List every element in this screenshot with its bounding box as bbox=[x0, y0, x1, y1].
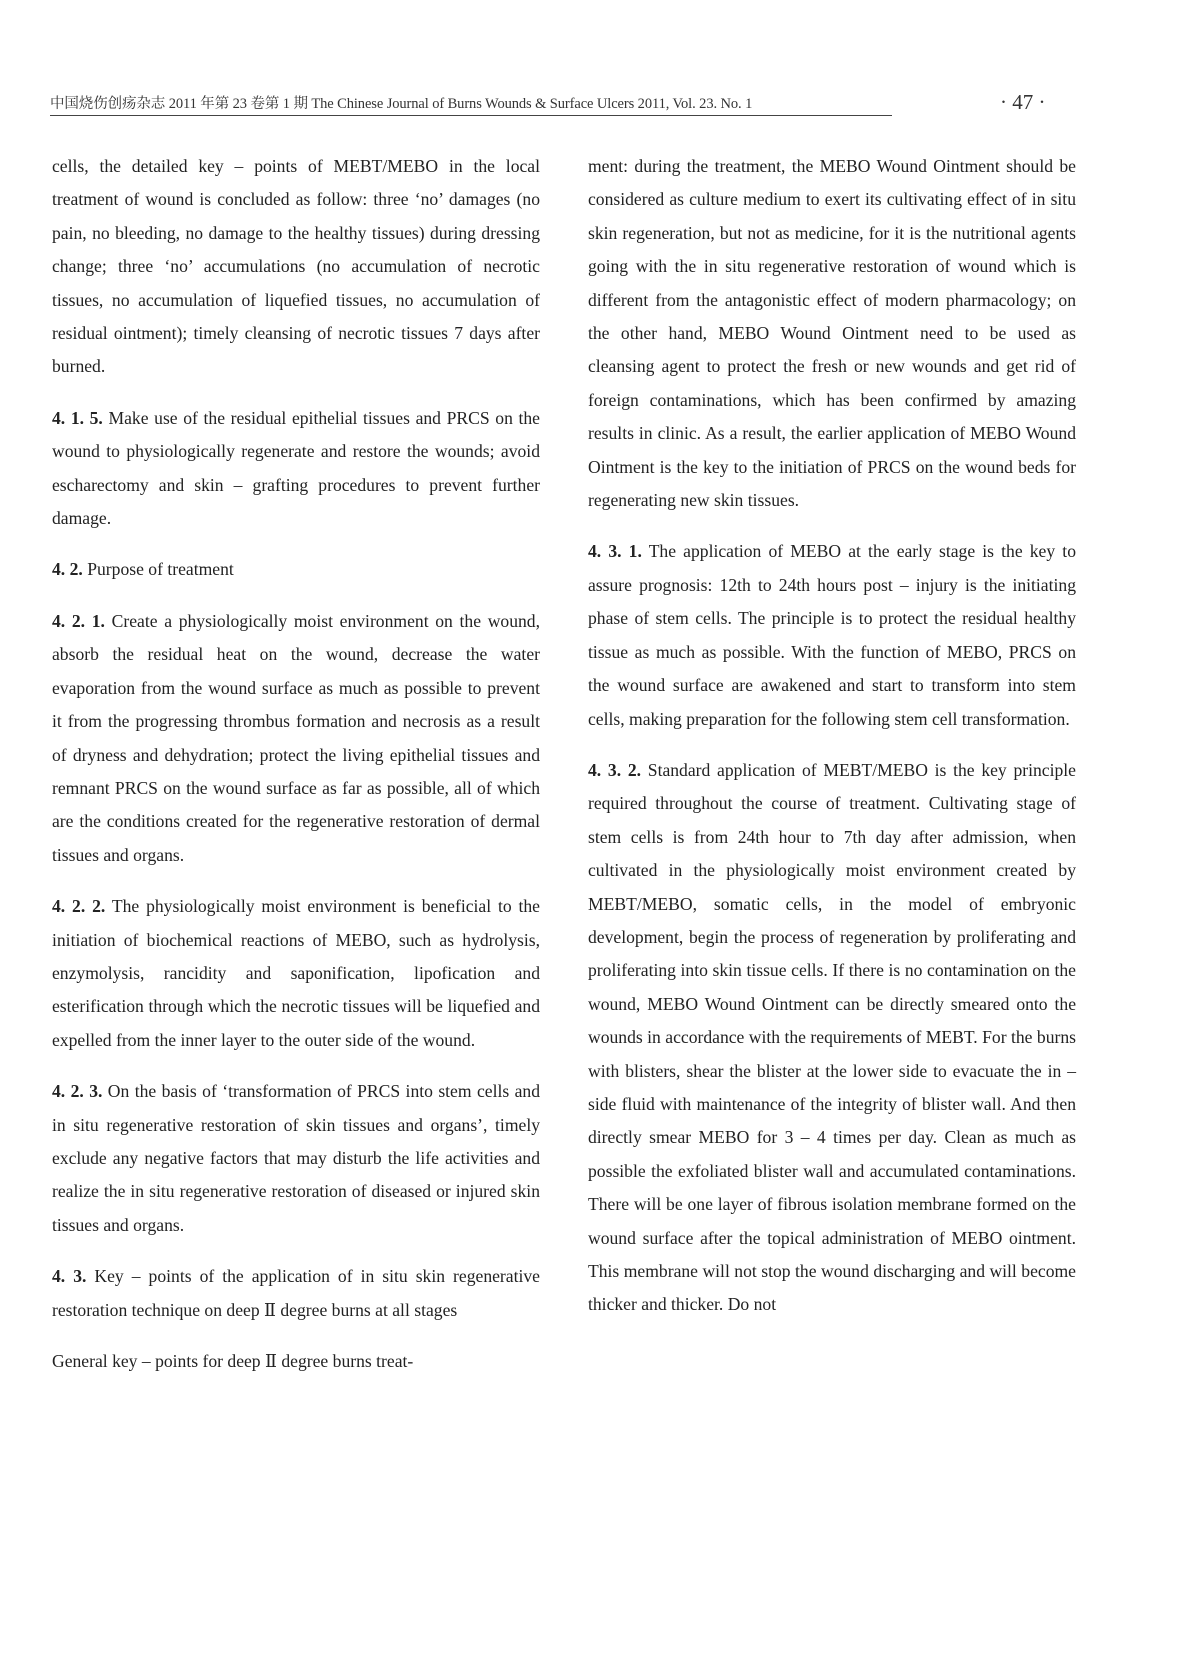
section-number: 4. 1. 5. bbox=[52, 407, 103, 428]
paragraph-text: The physiologically moist environment is beneficial to the initiation of biochemical reactions of MEBO, such as hydrolysis, enzymolysis, rancidity and saponification, lipofication and esterification through which the necrotic tissues will be liquefied and expelled from the inner layer to the outer side of the wound. bbox=[52, 896, 540, 1050]
section-number: 4. 2. bbox=[52, 559, 83, 580]
section-heading: Key – points of the application of in situ skin regenerative restoration technique on deep Ⅱ degree burns at all stages bbox=[52, 1266, 540, 1320]
section-number: 4. 3. bbox=[52, 1266, 87, 1287]
paragraph bbox=[52, 1075, 540, 1242]
section-number: 4. 2. 2. bbox=[52, 896, 106, 917]
paragraph bbox=[52, 605, 540, 872]
paragraph bbox=[52, 1345, 540, 1378]
running-header: 中国烧伤创疡杂志 2011 年第 23 卷第 1 期 The Chinese Journal of Burns Wounds & Surface Ulcers 2011, Vol. 23. No. 1 bbox=[50, 92, 892, 116]
paragraph-text: Make use of the residual epithelial tissues and PRCS on the wound to physiologically regenerate and restore the wounds; avoid escharectomy and skin – grafting procedures to prevent further damage. bbox=[52, 407, 540, 529]
section-heading: Purpose of treatment bbox=[87, 559, 234, 580]
paragraph bbox=[588, 754, 1076, 1322]
section-number: 4. 3. 2. bbox=[588, 759, 642, 780]
paragraph-text: cells, the detailed key – points of MEBT/MEBO in the local treatment of wound is concluded as follow: three ‘no’ damages (no pain, no bleeding, no damage to the healthy tissues) during dressing change; three ‘no’ accumulations (no accumulation of necrotic tissues, no accumulation of liquefied tissues, no accumulation of residual ointment); timely cleansing of necrotic tissues 7 days after burned. bbox=[52, 156, 540, 377]
left-column bbox=[52, 150, 540, 1396]
paragraph bbox=[588, 150, 1076, 517]
paragraph bbox=[52, 150, 540, 384]
page-number: · 47 · bbox=[1000, 90, 1046, 114]
paragraph bbox=[52, 1260, 540, 1327]
paragraph-text: On the basis of ‘transformation of PRCS into stem cells and in situ regenerative restoration of skin tissues and organs’, timely exclude any negative factors that may disturb the life activities and realize the in situ regenerative restoration of diseased or injured skin tissues and organs. bbox=[52, 1081, 540, 1235]
paragraph-text: ment: during the treatment, the MEBO Wound Ointment should be considered as culture medium to exert its cultivating effect of in situ skin regeneration, but not as medicine, for it is the nutritional agents going with the in situ regenerative restoration of wound which is different from the antagonistic effect of modern pharmacology; on the other hand, MEBO Wound Ointment need to be used as cleansing agent to protect the fresh or new wounds and get rid of foreign contaminations, which has been confirmed by amazing results in clinic. As a result, the earlier application of MEBO Wound Ointment is the key to the initiation of PRCS on the wound beds for regenerating new skin tissues. bbox=[588, 156, 1076, 511]
paragraph-text: General key – points for deep Ⅱ degree burns treat- bbox=[52, 1351, 414, 1371]
paragraph-text: Create a physiologically moist environment on the wound, absorb the residual heat on the wound, decrease the water evaporation from the wound surface as much as possible to prevent it from the progressing thrombus formation and necrosis as a result of dryness and dehydration; protect the living epithelial tissues and remnant PRCS on the wound surface as far as possible, all of which are the conditions created for the regenerative restoration of dermal tissues and organs. bbox=[52, 610, 540, 865]
section-number: 4. 2. 1. bbox=[52, 610, 105, 631]
section-number: 4. 3. 1. bbox=[588, 541, 642, 562]
paragraph-text: Standard application of MEBT/MEBO is the key principle required throughout the course of treatment. Cultivating stage of stem cells is from 24th hour to 7th day after admission, when cultivated in the physiologically moist environment created by MEBT/MEBO, somatic cells, in the model of embryonic development, begin the process of regeneration by proliferating and proliferating into skin tissue cells. If there is no contamination on the wound, MEBO Wound Ointment can be directly smeared onto the wounds in accordance with the requirements of MEBT. For the burns with blisters, shear the blister at the lower side to evacuate the in – side fluid with maintenance of the integrity of blister wall. And then directly smear MEBO for 3 – 4 times per day. Clean as much as possible the exfoliated blister wall and accumulated contaminations. There will be one layer of fibrous isolation membrane formed on the wound surface after the topical administration of MEBO ointment. This membrane will not stop the wound discharging and will become thicker and thicker. Do not bbox=[588, 759, 1076, 1315]
paragraph-text: The application of MEBO at the early stage is the key to assure prognosis: 12th to 24th hours post – injury is the initiating phase of stem cells. The principle is to protect the residual healthy tissue as much as possible. With the function of MEBO, PRCS on the wound surface are awakened and start to transform into stem cells, making preparation for the following stem cell transformation. bbox=[588, 541, 1076, 729]
paragraph bbox=[52, 402, 540, 536]
paragraph bbox=[52, 553, 540, 586]
section-number: 4. 2. 3. bbox=[52, 1081, 103, 1102]
right-column bbox=[588, 150, 1076, 1340]
paragraph bbox=[588, 535, 1076, 735]
paragraph bbox=[52, 890, 540, 1057]
